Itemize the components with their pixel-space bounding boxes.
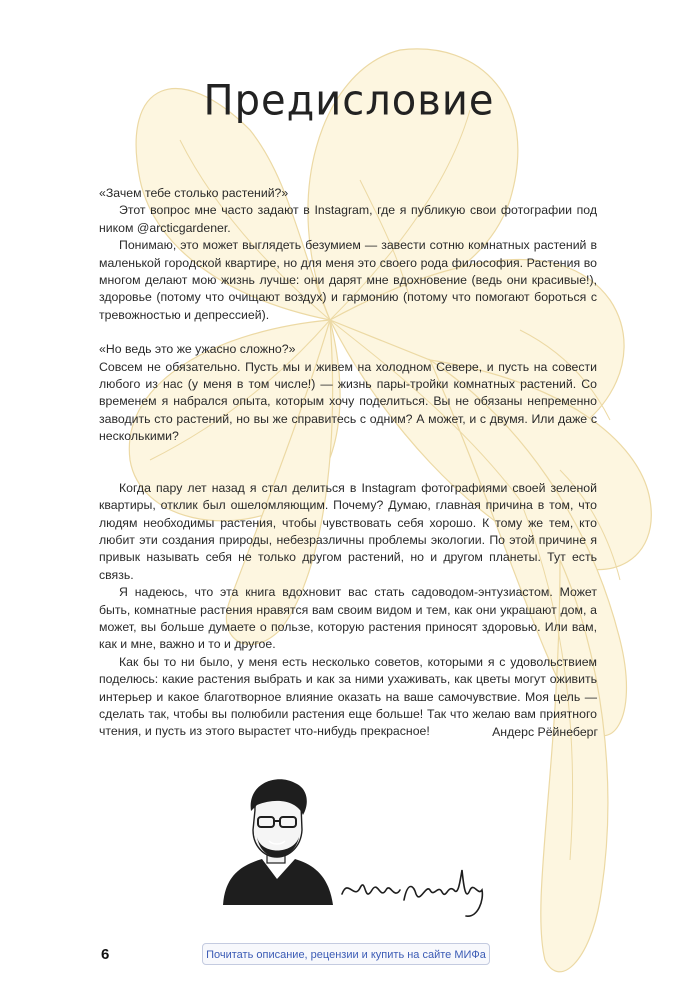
paragraph: Этот вопрос мне часто задают в Instagram, где я публикую свои фотографии под ником @arcticgardener. xyxy=(99,203,597,235)
paragraph: Я надеюсь, что эта книга вдохновит вас стать садоводом-энтузиастом. Может быть, комнатные растения нравятся вам своим видом и тем, как они украшают дом, а может, вы больше думаете о пользе, которую растения приносят здоровью. Или вам, как и мне, важно и то и другое. xyxy=(99,585,597,652)
author-signature xyxy=(338,860,488,922)
paragraph: Когда пару лет назад я стал делиться в Instagram фотографиями своей зеленой квартиры, отклик был ошеломляющим. Почему? Думаю, главная причина в том, что людям необходимы растения, чтобы чувствовать себя хорошо. К тому же тем, кто любит эти создания природы, небезразличны проблемы экологии. По этой причине я привык называть себя не только другом растений, но и другом планеты. Тут есть связь. xyxy=(99,480,597,582)
paragraph: Как бы то ни было, у меня есть несколько советов, которыми я с удовольствием поделюсь: какие растения выбрать и как за ними ухаживать, как цветы могут оживить интерьер и какое благотворное влияние оказать на ваше самочувствие. Моя цель — сделать так, чтобы вы полюбили растения еще больше! Так что желаю вам приятного чтения, и пусть из этого вырастет что-нибудь прекрасное! xyxy=(99,654,597,739)
author-portrait xyxy=(217,775,335,905)
paragraph: Понимаю, это может выглядеть безумием — завести сотню комнатных растений в маленькой городской квартире, но для меня это своего рода философия. Растения во многом делают мою жизнь лучше: они дарят мне вдохновение (ведь они красивые!), здоровье (потому что очищают воздух) и гармонию (потому что помогают бороться с тревожностью и депрессией). xyxy=(99,238,597,322)
author-name: Андерс Рёйнеберг xyxy=(492,725,598,739)
paragraph: Совсем не обязательно. Пусть мы и живем на холодном Севере, и пусть на совести любого из нас (у меня в том числе!) — жизнь пары-тройки комнатных растений. Со временем я набрался опыта, которым хочу поделиться. Вы не обязаны непременно заводить сто растений, но вы же справитесь с одним? А может, и с двумя. Или даже с несколькими? xyxy=(99,359,597,444)
store-link[interactable]: Почитать описание, рецензии и купить на сайте МИФа xyxy=(202,943,490,965)
foreword-text xyxy=(99,185,597,741)
question-one: «Зачем тебе столько растений?» xyxy=(99,186,289,200)
page-title: Предисловие xyxy=(203,76,495,126)
page-number: 6 xyxy=(101,946,110,963)
question-two: «Но ведь это же ужасно сложно?» xyxy=(99,342,296,357)
